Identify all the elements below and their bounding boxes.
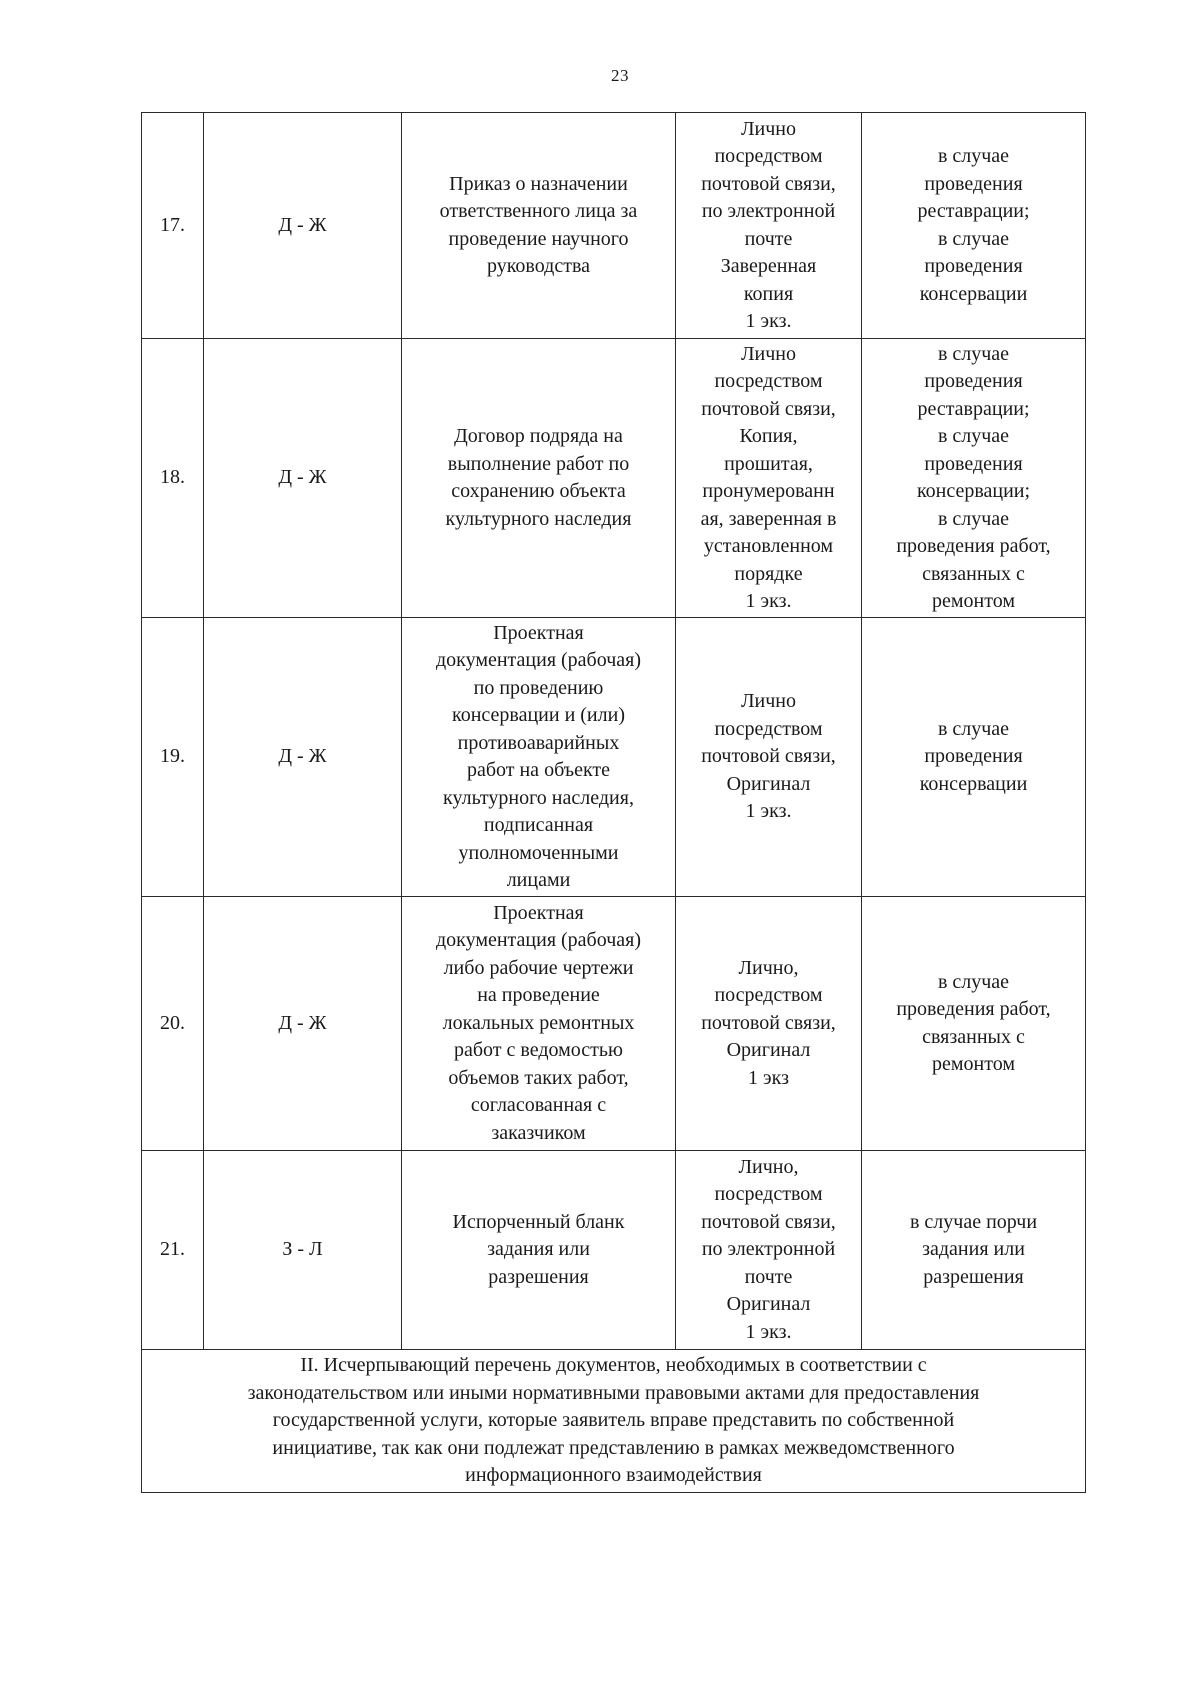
row-number-cell: 17.	[142, 113, 204, 339]
submission-method-cell: Лично посредством почтовой связи, Оригинал 1 экз.	[676, 618, 862, 897]
table-row	[142, 339, 1086, 618]
section-heading-cell	[142, 1350, 1086, 1493]
document-name-cell: Проектная документация (рабочая) либо рабочие чертежи на проведение локальных ремонтных работ с ведомостью объемов таких работ, согласованная с заказчиком	[402, 897, 676, 1151]
row-number-cell: 21.	[142, 1151, 204, 1350]
document-name-cell: Приказ о назначении ответственного лица за проведение научного руководства	[402, 113, 676, 339]
category-code-cell: Д - Ж	[204, 113, 402, 339]
table-row	[142, 618, 1086, 897]
row-number-cell: 19.	[142, 618, 204, 897]
submission-method-cell: Лично посредством почтовой связи, Копия, прошитая, пронумерованн ая, заверенная в установленном порядке 1 экз.	[676, 339, 862, 618]
document-name-cell: Договор подряда на выполнение работ по сохранению объекта культурного наследия	[402, 339, 676, 618]
condition-cell: в случае проведения работ, связанных с ремонтом	[862, 897, 1086, 1151]
page-number: 23	[611, 66, 629, 85]
condition-cell: в случае проведения реставрации; в случае проведения консервации; в случае проведения работ, связанных с ремонтом	[862, 339, 1086, 618]
documents-table	[141, 112, 1086, 1493]
category-code-cell: Д - Ж	[204, 618, 402, 897]
table-row	[142, 897, 1086, 1151]
document-name-cell: Проектная документация (рабочая) по проведению консервации и (или) противоаварийных работ на объекте культурного наследия, подписанная уполномоченными лицами	[402, 618, 676, 897]
condition-cell: в случае проведения реставрации; в случае проведения консервации	[862, 113, 1086, 339]
category-code-cell: З - Л	[204, 1151, 402, 1350]
table-row	[142, 1151, 1086, 1350]
section-heading-row	[142, 1350, 1086, 1493]
row-number-cell: 18.	[142, 339, 204, 618]
document-name-cell: Испорченный бланк задания или разрешения	[402, 1151, 676, 1350]
row-number-cell: 20.	[142, 897, 204, 1151]
table-row	[142, 113, 1086, 339]
category-code-cell: Д - Ж	[204, 339, 402, 618]
section-heading: II. Исчерпывающий перечень документов, необходимых в соответствии с законодательством или иными нормативными правовыми актами для предоставления государственной услуги, которые заявитель вправе представить по собственной инициативе, так как они подлежат представлению в рамках межведомственного информационного взаимодействия	[247, 1354, 980, 1487]
submission-method-cell: Лично, посредством почтовой связи, Оригинал 1 экз	[676, 897, 862, 1151]
submission-method-cell: Лично, посредством почтовой связи, по электронной почте Оригинал 1 экз.	[676, 1151, 862, 1350]
submission-method-cell: Лично посредством почтовой связи, по электронной почте Заверенная копия 1 экз.	[676, 113, 862, 339]
condition-cell: в случае порчи задания или разрешения	[862, 1151, 1086, 1350]
category-code-cell: Д - Ж	[204, 897, 402, 1151]
condition-cell: в случае проведения консервации	[862, 618, 1086, 897]
